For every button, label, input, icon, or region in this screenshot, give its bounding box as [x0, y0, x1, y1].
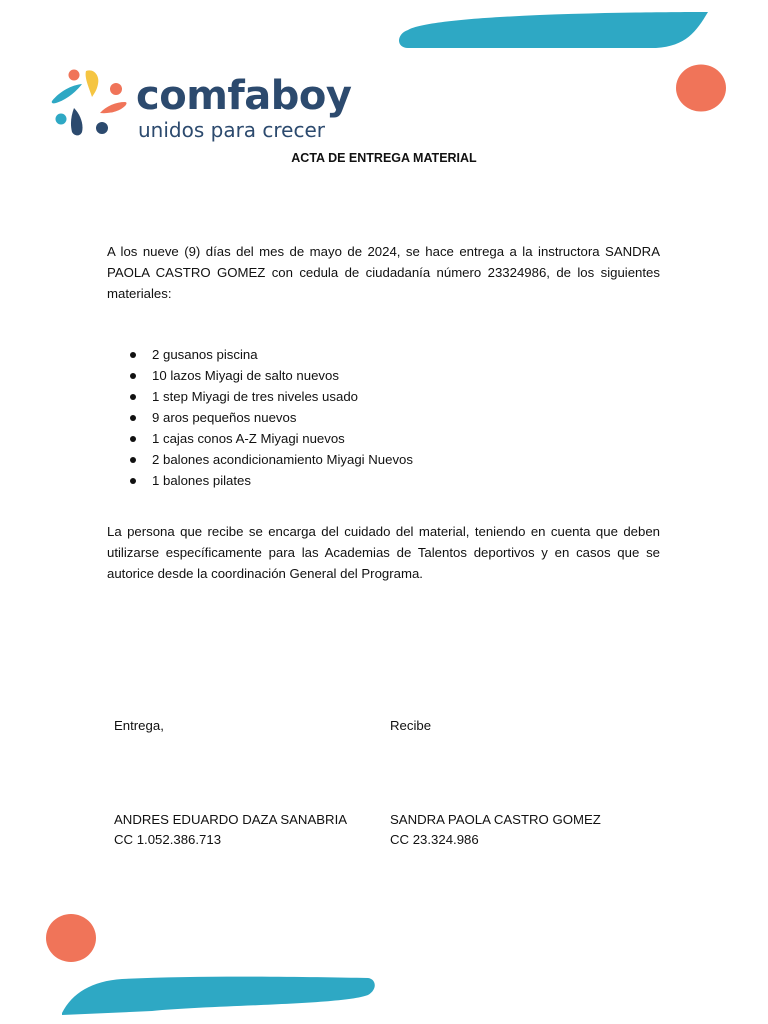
comfaboy-logo — [50, 66, 370, 146]
receives-id: CC 23.324.986 — [390, 832, 479, 847]
responsibility-paragraph: La persona que recibe se encarga del cuidado del material, teniendo en cuenta que deben utilizarse específicamente para las Academias de Talentos deportivos y en casos que se autorice desde la coordinación General del Programa. — [107, 524, 660, 581]
list-item: 9 aros pequeños nuevos — [107, 407, 413, 428]
list-item: 2 gusanos piscina — [107, 344, 413, 365]
footer-coral-circle — [45, 913, 97, 963]
receives-name: SANDRA PAOLA CASTRO GOMEZ — [390, 812, 601, 827]
materials-list — [107, 344, 413, 491]
page-title: ACTA DE ENTREGA MATERIAL — [291, 151, 477, 165]
list-item: 1 balones pilates — [107, 470, 413, 491]
list-item: 1 cajas conos A-Z Miyagi nuevos — [107, 428, 413, 449]
logo-mark-icon — [50, 66, 130, 140]
delivers-label: Entrega, — [114, 718, 164, 733]
list-item: 10 lazos Miyagi de salto nuevos — [107, 365, 413, 386]
header-coral-circle — [675, 64, 727, 112]
header-teal-swoosh — [396, 12, 708, 50]
receives-label: Recibe — [390, 718, 432, 733]
list-item: 1 step Miyagi de tres niveles usado — [107, 386, 413, 407]
footer-teal-swoosh — [62, 975, 376, 1015]
intro-paragraph: A los nueve (9) días del mes de mayo de 2024, se hace entrega a la instructora SANDRA PAOLA CASTRO GOMEZ con cedula de ciudadanía número 23324986, de los siguientes materiales: — [107, 244, 660, 301]
delivers-name: ANDRES EDUARDO DAZA SANABRIA — [114, 812, 348, 827]
brand-name: comfaboy — [136, 73, 352, 119]
brand-tagline: unidos para crecer — [138, 118, 326, 142]
delivers-id: CC 1.052.386.713 — [114, 832, 222, 847]
list-item: 2 balones acondicionamiento Miyagi Nuevos — [107, 449, 413, 470]
